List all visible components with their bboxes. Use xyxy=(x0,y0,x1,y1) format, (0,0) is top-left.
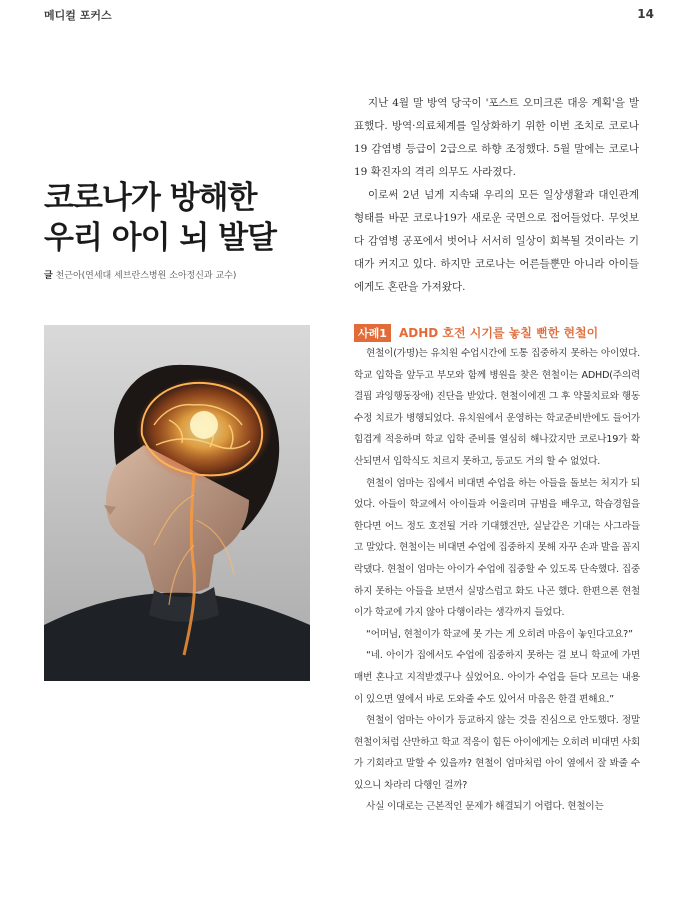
section-label: 메디컬 포커스 xyxy=(44,9,112,22)
byline-label: 글 xyxy=(44,271,53,281)
page-number: 14 xyxy=(637,7,654,21)
body-paragraph: “네. 아이가 집에서도 수업에 집중하지 못하는 걸 보니 학교에 가면 매번 혼나고 지적받겠구나 싶었어요. 아이가 수업을 듣다 모르는 내용이 있으면 옆에서 바로 도와줄 수도 있어서 마음은 한결 편해요.” xyxy=(354,650,640,705)
intro-paragraph: 지난 4월 말 방역 당국이 '포스트 오미크론 대응 계획'을 발표했다. 방역·의료체계를 일상화하기 위한 이번 조치로 코로나19 감염병 등급이 2급으로 하향 조정했다. 5월 말에는 코로나19 확진자의 격리 의무도 사라졌다. xyxy=(354,97,639,178)
intro-paragraph: 이로써 2년 넘게 지속돼 우리의 모든 일상생활과 대인관계 형태를 바꾼 코로나19가 새로운 국면으로 접어들었다. 무엇보다 감염병 공포에서 벗어나 서서히 일상이 회복될 것이라는 기대가 커지고 있다. 하지만 코로나는 어른들뿐만 아니라 아이들에게도 혼란을 가져왔다. xyxy=(354,189,639,293)
body-paragraph: 사실 이대로는 근본적인 문제가 해결되기 어렵다. 현철이는 xyxy=(366,801,604,813)
case-heading: ADHD 호전 시기를 놓칠 뻔한 현철이 xyxy=(399,326,599,340)
intro-text xyxy=(354,92,639,299)
title-line-1: 코로나가 방해한 xyxy=(44,180,257,216)
byline-author: 천근아(연세대 세브란스병원 소아정신과 교수) xyxy=(55,271,237,281)
case-tag: 사례1 xyxy=(354,324,391,342)
body-paragraph: 현철이 엄마는 집에서 비대면 수업을 하는 아들을 돌보는 처지가 되었다. 아들이 학교에서 아이들과 어울리며 규범을 배우고, 학습경험을 한다면 어느 정도 호전될 거라 기대했건만, 실낱같은 기대는 사그라들고 말았다. 현철이는 비대면 수업에 집중하지 못해 자꾸 손과 발을 꼼지락댔다. 현철이 엄마는 아이가 수업에 집중할 수 있도록 단속했다. 집중하지 못하는 아들을 보면서 실망스럽고 화도 나곤 했다. 한편으론 현철이가 학교에 가지 않아 다행이라는 생각까지 들었다. xyxy=(354,477,640,619)
case-body xyxy=(354,343,640,818)
body-paragraph: 현철이 엄마는 아이가 등교하지 않는 것을 진심으로 안도했다. 정말 현철이처럼 산만하고 학교 적응이 힘든 아이에게는 오히려 비대면 사회가 기회라고 말할 수 있을까? 현철이 엄마처럼 아이 옆에서 잘 봐줄 수 있으니 차라리 다행인 걸까? xyxy=(354,715,640,791)
body-paragraph: 현철이(가명)는 유치원 수업시간에 도통 집중하지 못하는 아이였다. 학교 입학을 앞두고 부모와 함께 병원을 찾은 현철이는 ADHD(주의력결핍 과잉행동장애) 진단을 받았다. 현철이에겐 그 후 약물치료와 행동수정 치료가 병행되었다. 유치원에서 운영하는 학교준비반에도 들어가 힘겹게 적응하며 학교 입학 준비를 열심히 해나갔지만 코로나19가 확산되면서 입학식도 치르지 못하고, 등교도 거의 할 수 없었다. xyxy=(354,348,640,467)
case-title xyxy=(354,322,644,340)
title-line-2: 우리 아이 뇌 발달 xyxy=(44,220,276,256)
body-paragraph: “어머님, 현철이가 학교에 못 가는 게 오히려 마음이 놓인다고요?” xyxy=(366,628,633,640)
byline xyxy=(44,268,236,281)
page-header xyxy=(44,7,654,23)
photo-illustration xyxy=(44,325,310,681)
article-title xyxy=(44,178,334,258)
child-brain-photo xyxy=(44,325,310,681)
